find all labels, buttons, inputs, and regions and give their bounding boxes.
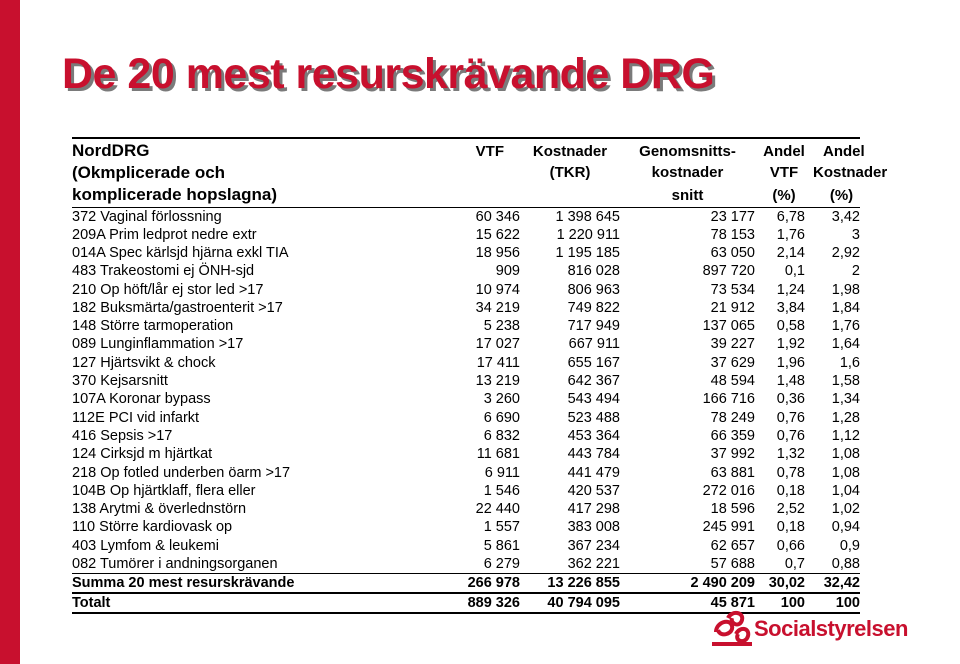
header-cell: kostnader	[651, 164, 724, 181]
row-value: 245 991	[702, 519, 755, 536]
row-value: 21 912	[710, 299, 755, 316]
row-value: 0,1	[784, 263, 805, 280]
row-label: 014A Spec kärlsjd hjärna exkl TIA	[72, 244, 289, 261]
row-label: 182 Buksmärta/gastroenterit >17	[72, 299, 283, 316]
row-value: 2,14	[776, 244, 805, 261]
row-value: 60 346	[475, 208, 520, 225]
row-value: 10 974	[475, 281, 520, 298]
table-row	[72, 317, 860, 335]
row-value: 367 234	[567, 537, 620, 554]
row-value: 420 537	[567, 482, 620, 499]
row-label: 209A Prim ledprot nedre extr	[72, 226, 257, 243]
table-row	[72, 372, 860, 390]
row-value: 266 978	[390, 573, 520, 593]
row-value: 3,42	[831, 208, 860, 225]
row-value: 0,9	[839, 537, 860, 554]
row-value: 1,64	[831, 336, 860, 353]
row-value: 1,98	[831, 281, 860, 298]
row-label: 403 Lymfom & leukemi	[72, 537, 219, 554]
header-cell: (%)	[755, 184, 813, 207]
row-value: 0,58	[776, 318, 805, 335]
row-value: 1,32	[776, 446, 805, 463]
row-value: 15 622	[475, 226, 520, 243]
row-value: 1,6	[839, 354, 860, 371]
header-cell: Kostnader	[520, 138, 620, 161]
row-label: 124 Cirksjd m hjärtkat	[72, 446, 213, 463]
header-cell: NordDRG	[72, 138, 390, 161]
row-value: 3	[851, 226, 860, 243]
row-value: 1 220 911	[556, 226, 620, 243]
row-value: 17 027	[475, 336, 520, 353]
row-value: 63 050	[710, 244, 755, 261]
row-value: 63 881	[710, 464, 755, 481]
logo-text: Socialstyrelsen	[754, 616, 908, 641]
row-value: 62 657	[710, 537, 755, 554]
row-value: 1,96	[776, 354, 805, 371]
row-value: 1,76	[776, 226, 805, 243]
row-value: 17 411	[476, 354, 520, 371]
header-cell: Andel	[755, 138, 813, 161]
header-row	[72, 184, 860, 207]
row-value: 18 596	[710, 501, 755, 518]
row-label: 107A Koronar bypass	[72, 391, 211, 408]
table-row	[72, 427, 860, 445]
row-value: 1,34	[831, 391, 860, 408]
row-value: 2	[851, 263, 860, 280]
row-value: 1 195 185	[555, 244, 620, 261]
row-value: 1 557	[483, 519, 520, 536]
row-label: 370 Kejsarsnitt	[72, 373, 168, 390]
row-label: 372 Vaginal förlossning	[72, 208, 222, 225]
row-label: 127 Hjärtsvikt & chock	[72, 354, 216, 371]
row-value: 1,08	[831, 464, 860, 481]
row-value: 1,76	[831, 318, 860, 335]
row-value: 1,24	[776, 281, 805, 298]
header-cell: Genomsnitts-	[620, 138, 755, 161]
row-value: 0,78	[776, 464, 805, 481]
row-value: 806 963	[567, 281, 620, 298]
row-label: 082 Tumörer i andningsorganen	[72, 555, 278, 572]
table-row	[72, 262, 860, 280]
table-row	[72, 390, 860, 408]
row-value: 100	[755, 593, 813, 613]
row-value: 48 594	[710, 373, 755, 390]
table-row	[72, 537, 860, 555]
row-value: 909	[495, 263, 520, 280]
header-cell: VTF	[769, 164, 799, 181]
row-value: 543 494	[567, 391, 620, 408]
header-cell: Kostnader	[813, 164, 888, 181]
row-value: 37 629	[710, 354, 755, 371]
row-value: 1,02	[831, 501, 860, 518]
row-value: 717 949	[567, 318, 620, 335]
row-value: 1,92	[776, 336, 805, 353]
table-row	[72, 354, 860, 372]
table-row	[72, 482, 860, 500]
table-row	[72, 555, 860, 574]
row-value: 0,88	[831, 555, 860, 572]
table-row	[72, 500, 860, 518]
table-header	[72, 138, 888, 207]
header-cell: VTF	[390, 138, 520, 161]
row-value: 5 861	[483, 537, 520, 554]
row-value: 0,36	[776, 391, 805, 408]
row-value: 453 364	[567, 427, 620, 444]
row-value: 6 911	[484, 464, 520, 481]
row-label: 112E PCI vid infarkt	[72, 409, 200, 426]
row-value: 0,18	[776, 482, 805, 499]
table-row	[72, 518, 860, 536]
row-value: 443 784	[567, 446, 620, 463]
row-value: 100	[813, 593, 860, 613]
row-value: 34 219	[475, 299, 520, 316]
row-value: 1,48	[776, 373, 805, 390]
row-value: 6 832	[483, 427, 520, 444]
row-label: Totalt	[72, 593, 390, 613]
row-value: 39 227	[710, 336, 755, 353]
table-row	[72, 244, 860, 262]
row-value: 272 016	[702, 482, 755, 499]
table-row	[72, 335, 860, 353]
drg-table	[72, 137, 888, 614]
row-value: 0,66	[776, 537, 805, 554]
header-cell	[390, 184, 520, 207]
row-value: 1,58	[831, 373, 860, 390]
table-body	[72, 207, 860, 613]
accent-bar	[0, 0, 20, 664]
row-value: 1,08	[831, 446, 860, 463]
row-value: 18 956	[475, 244, 520, 261]
row-value: 523 488	[567, 409, 620, 426]
header-row	[72, 138, 860, 161]
row-value: 23 177	[710, 208, 755, 225]
row-value: 78 153	[710, 226, 755, 243]
row-value: 1,84	[831, 299, 860, 316]
row-value: 45 871	[620, 593, 755, 613]
row-value: 22 440	[475, 501, 520, 518]
table-row	[72, 207, 860, 226]
row-value: 6 690	[483, 409, 520, 426]
header-cell	[390, 161, 520, 184]
table-row	[72, 408, 860, 426]
row-label: 218 Op fotled underben öarm >17	[72, 464, 291, 481]
row-value: 1,28	[831, 409, 860, 426]
row-value: 383 008	[567, 519, 620, 536]
row-label: 104B Op hjärtklaff, flera eller	[72, 482, 256, 499]
row-value: 0,76	[776, 427, 805, 444]
row-value: 40 794 095	[520, 593, 620, 613]
row-value: 57 688	[710, 555, 755, 572]
row-value: 13 219	[475, 373, 520, 390]
row-value: 1 546	[483, 482, 520, 499]
row-value: 2 490 209	[620, 573, 755, 593]
row-value: 667 911	[568, 336, 620, 353]
sum-row	[72, 573, 860, 593]
page-title: De 20 mest resurskrävande DRG	[62, 50, 715, 98]
header-cell: (Okmplicerade och	[72, 162, 226, 182]
row-label: 148 Större tarmoperation	[72, 318, 234, 335]
row-value: 0,94	[831, 519, 860, 536]
table-row	[72, 445, 860, 463]
row-value: 0,7	[784, 555, 805, 572]
row-value: 78 249	[710, 409, 755, 426]
row-label: 138 Arytmi & överlednstörn	[72, 501, 247, 518]
row-value: 816 028	[567, 263, 620, 280]
header-cell: komplicerade hopslagna)	[72, 184, 390, 207]
row-label: Summa 20 mest resurskrävande	[72, 573, 390, 593]
row-value: 3,84	[776, 299, 805, 316]
row-value: 13 226 855	[520, 573, 620, 593]
row-value: 166 716	[702, 391, 755, 408]
header-row	[72, 161, 860, 184]
row-value: 417 298	[567, 501, 620, 518]
row-value: 73 534	[710, 281, 755, 298]
table-row	[72, 226, 860, 244]
row-value: 11 681	[476, 446, 520, 463]
row-value: 897 720	[702, 263, 755, 280]
table-row	[72, 280, 860, 298]
row-value: 5 238	[483, 318, 520, 335]
row-value: 362 221	[567, 555, 620, 572]
row-value: 0,18	[776, 519, 805, 536]
row-value: 6 279	[483, 555, 520, 572]
row-value: 2,92	[831, 244, 860, 261]
row-label: 110 Större kardiovask op	[72, 519, 233, 536]
table-row	[72, 299, 860, 317]
row-value: 137 065	[702, 318, 755, 335]
row-value: 66 359	[710, 427, 755, 444]
row-value: 2,52	[776, 501, 805, 518]
row-value: 37 992	[710, 446, 755, 463]
row-label: 210 Op höft/lår ej stor led >17	[72, 281, 264, 298]
row-value: 889 326	[390, 593, 520, 613]
header-cell: Andel	[813, 138, 860, 161]
row-label: 089 Lunginflammation >17	[72, 336, 244, 353]
row-value: 749 822	[567, 299, 620, 316]
row-value: 0,76	[776, 409, 805, 426]
row-value: 1 398 645	[555, 208, 620, 225]
row-value: 32,42	[813, 573, 860, 593]
row-value: 3 260	[483, 391, 520, 408]
row-value: 655 167	[567, 354, 620, 371]
row-value: 642 367	[567, 373, 620, 390]
row-label: 483 Trakeostomi ej ÖNH-sjd	[72, 263, 255, 280]
row-value: 441 479	[567, 464, 620, 481]
table-row	[72, 463, 860, 481]
row-value: 30,02	[755, 573, 813, 593]
row-label: 416 Sepsis >17	[72, 427, 173, 444]
header-cell	[520, 184, 620, 207]
row-value: 6,78	[776, 208, 805, 225]
header-cell: snitt	[620, 184, 755, 207]
row-value: 1,12	[831, 427, 860, 444]
row-value: 1,04	[831, 482, 860, 499]
header-cell: (TKR)	[549, 164, 591, 181]
header-cell: (%)	[813, 184, 860, 207]
